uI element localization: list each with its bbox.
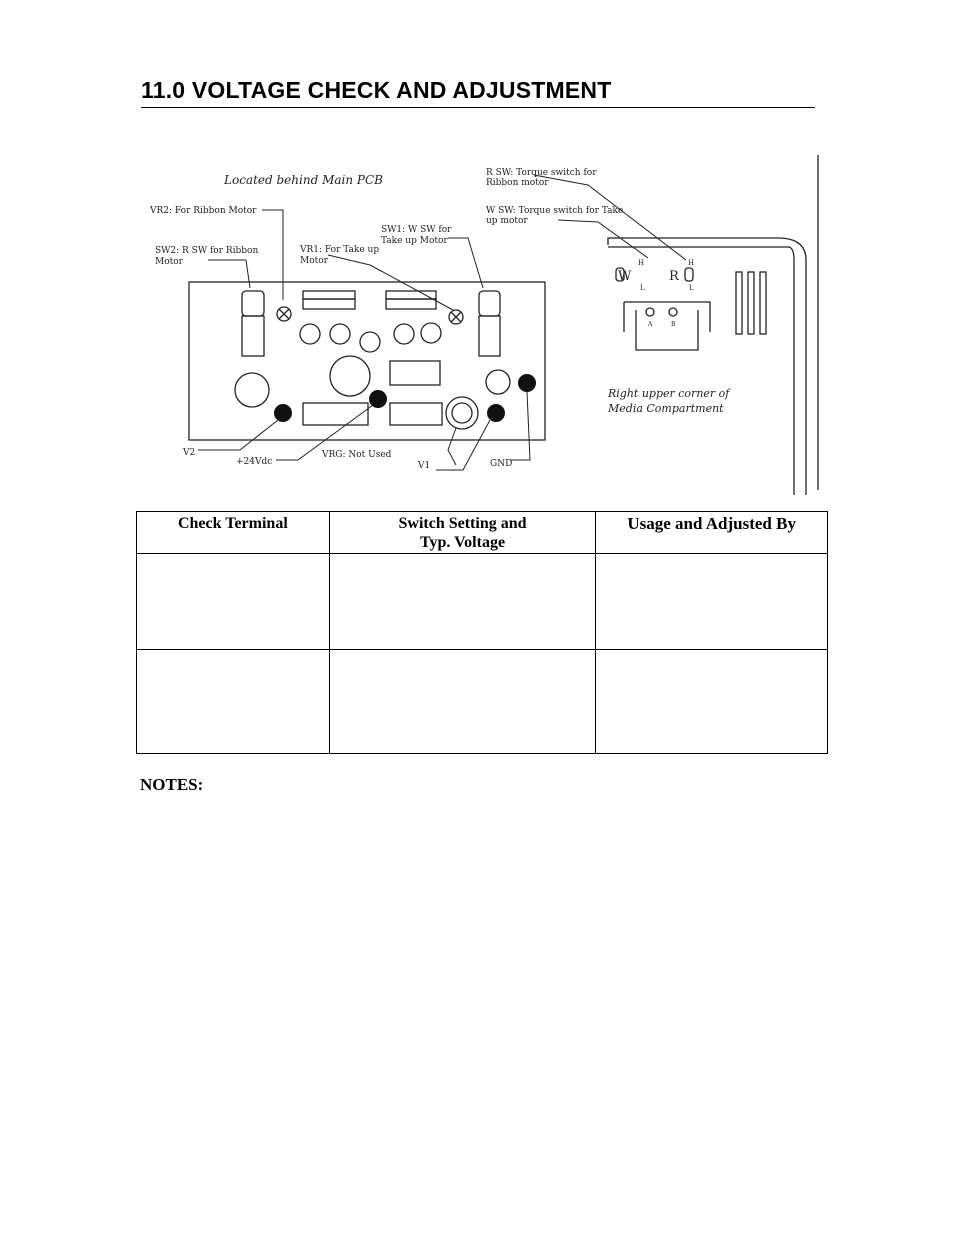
table-cell <box>596 650 828 754</box>
sw2-label-line1: SW2: R SW for Ribbon <box>155 246 259 256</box>
connector-left <box>303 291 355 299</box>
table-cell <box>137 554 330 650</box>
sw2-switch <box>242 291 264 316</box>
header-switch-setting-line2: Typ. Voltage <box>419 534 506 551</box>
terminal-a-letter: A <box>648 321 653 328</box>
v1-label: V1 <box>418 461 431 471</box>
vr1-label-line1: VR1: For Take up <box>300 245 380 255</box>
rsw-label-line1: R SW: Torque switch for <box>486 168 597 178</box>
terminal-b-letter: B <box>671 321 676 328</box>
voltage-check-diagram <box>138 150 828 495</box>
wsw-label-line2: up motor <box>486 216 528 226</box>
table-cell <box>329 650 596 754</box>
sw2-label-line2: Motor <box>155 257 183 267</box>
vrg-terminal <box>487 404 505 422</box>
voltage-check-table <box>136 511 828 754</box>
table-cell <box>329 554 596 650</box>
sw1-label-line2: Take up Motor <box>381 236 448 246</box>
gnd-terminal <box>518 374 536 392</box>
table-row <box>137 554 828 650</box>
sw1-switch <box>479 291 500 316</box>
header-switch-setting-line1: Switch Setting and <box>398 515 527 532</box>
notes-label: NOTES: <box>140 775 204 794</box>
v2-terminal <box>274 404 292 422</box>
location-note: Located behind Main PCB <box>224 173 383 187</box>
w-high-letter: H <box>638 259 645 267</box>
vrg-label: VRG: Not Used <box>322 450 392 460</box>
sw1-label-line1: SW1: W SW for <box>381 225 452 235</box>
vr1-label-line2: Motor <box>300 256 328 266</box>
r-switch-letter: R <box>669 269 679 284</box>
rsw-label-line2: Ribbon motor <box>486 178 549 188</box>
header-switch-setting <box>329 512 596 554</box>
section-title: 11.0 VOLTAGE CHECK AND ADJUSTMENT <box>141 77 612 103</box>
table-cell <box>137 650 330 754</box>
connector-right <box>386 291 436 299</box>
corner-note-line2: Media Compartment <box>608 402 724 415</box>
w-low-letter: L <box>640 284 645 292</box>
r-high-letter: H <box>688 259 695 267</box>
v1-terminal <box>446 397 478 429</box>
v24-label: +24Vdc <box>236 457 273 467</box>
table-row <box>137 650 828 754</box>
r-low-letter: L <box>689 284 694 292</box>
header-usage-adjusted: Usage and Adjusted By <box>596 512 828 554</box>
table-cell <box>596 554 828 650</box>
v24-terminal <box>369 390 387 408</box>
vr2-label: VR2: For Ribbon Motor <box>150 206 257 216</box>
gnd-label: GND <box>490 459 513 469</box>
v2-label: V2 <box>183 448 196 458</box>
wsw-label-line1: W SW: Torque switch for Take <box>486 206 624 216</box>
table-header-row <box>137 512 828 554</box>
title-underline <box>141 107 815 108</box>
w-switch-letter: W <box>618 269 632 284</box>
corner-note-line1: Right upper corner of <box>608 387 730 400</box>
header-check-terminal: Check Terminal <box>137 512 330 554</box>
